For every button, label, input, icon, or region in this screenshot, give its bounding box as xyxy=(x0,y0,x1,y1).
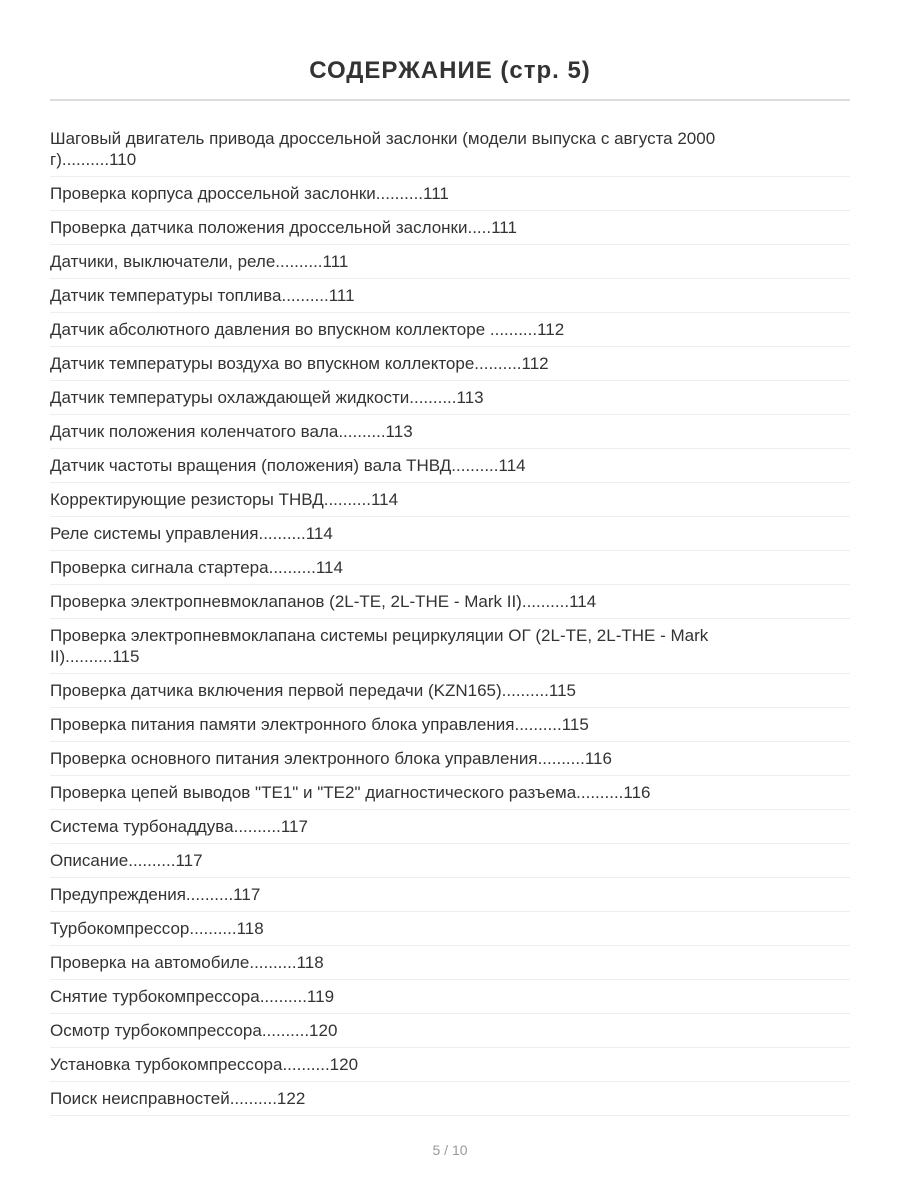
toc-item-text: Снятие турбокомпрессора..........119 xyxy=(50,987,335,1006)
toc-item[interactable] xyxy=(50,449,850,483)
toc-item-text: Датчики, выключатели, реле..........111 xyxy=(50,252,349,271)
toc-item-text: Шаговый двигатель привода дроссельной заслонки (модели выпуска с августа 2000 г)..........110 xyxy=(50,129,716,169)
toc-list xyxy=(50,122,850,1116)
toc-item[interactable] xyxy=(50,585,850,619)
toc-item-text: Корректирующие резисторы ТНВД..........114 xyxy=(50,490,399,509)
toc-item[interactable] xyxy=(50,381,850,415)
toc-item[interactable] xyxy=(50,313,850,347)
toc-item-text: Реле системы управления..........114 xyxy=(50,524,333,543)
toc-item[interactable] xyxy=(50,1014,850,1048)
toc-item[interactable] xyxy=(50,708,850,742)
toc-item-text: Установка турбокомпрессора..........120 xyxy=(50,1055,359,1074)
toc-item[interactable] xyxy=(50,551,850,585)
toc-item-text: Проверка датчика положения дроссельной заслонки.....111 xyxy=(50,218,517,237)
toc-item[interactable] xyxy=(50,810,850,844)
toc-item-text: Датчик температуры воздуха во впускном коллекторе..........112 xyxy=(50,354,549,373)
toc-item[interactable] xyxy=(50,1082,850,1116)
page-title: СОДЕРЖАНИЕ (стр. 5) xyxy=(309,57,591,85)
toc-item-text: Датчик температуры топлива..........111 xyxy=(50,286,355,305)
toc-item[interactable] xyxy=(50,912,850,946)
toc-item[interactable] xyxy=(50,619,850,674)
toc-item-text: Проверка цепей выводов "TE1" и "TE2" диагностического разъема..........116 xyxy=(50,783,651,802)
toc-item[interactable] xyxy=(50,776,850,810)
toc-item[interactable] xyxy=(50,742,850,776)
toc-item[interactable] xyxy=(50,483,850,517)
toc-item[interactable] xyxy=(50,878,850,912)
toc-item-text: Турбокомпрессор..........118 xyxy=(50,919,264,938)
toc-item-text: Проверка корпуса дроссельной заслонки..........111 xyxy=(50,184,449,203)
toc-item[interactable] xyxy=(50,946,850,980)
page-indicator: 5 / 10 xyxy=(432,1142,468,1158)
toc-item[interactable] xyxy=(50,245,850,279)
toc-item-text: Проверка сигнала стартера..........114 xyxy=(50,558,343,577)
toc-item[interactable] xyxy=(50,122,850,177)
toc-item-text: Проверка питания памяти электронного блока управления..........115 xyxy=(50,715,589,734)
toc-item-text: Проверка электропневмоклапана системы рециркуляции ОГ (2L-TE, 2L-THE - Mark II)..........115 xyxy=(50,626,709,666)
title-divider xyxy=(50,99,850,101)
toc-item[interactable] xyxy=(50,415,850,449)
toc-item[interactable] xyxy=(50,844,850,878)
toc-item[interactable] xyxy=(50,177,850,211)
toc-item-text: Проверка основного питания электронного блока управления..........116 xyxy=(50,749,612,768)
toc-item[interactable] xyxy=(50,1048,850,1082)
toc-item-text: Осмотр турбокомпрессора..........120 xyxy=(50,1021,338,1040)
toc-item-text: Предупреждения..........117 xyxy=(50,885,261,904)
toc-item[interactable] xyxy=(50,279,850,313)
toc-item[interactable] xyxy=(50,517,850,551)
toc-item-text: Проверка электропневмоклапанов (2L-TE, 2L-THE - Mark II)..........114 xyxy=(50,592,597,611)
toc-item[interactable] xyxy=(50,347,850,381)
toc-item[interactable] xyxy=(50,674,850,708)
toc-item-text: Проверка датчика включения первой передачи (KZN165)..........115 xyxy=(50,681,576,700)
toc-item-text: Датчик температуры охлаждающей жидкости..........113 xyxy=(50,388,484,407)
toc-item-text: Датчик частоты вращения (положения) вала ТНВД..........114 xyxy=(50,456,526,475)
toc-item-text: Проверка на автомобиле..........118 xyxy=(50,953,324,972)
toc-item[interactable] xyxy=(50,211,850,245)
toc-item-text: Датчик положения коленчатого вала..........113 xyxy=(50,422,413,441)
toc-item-text: Описание..........117 xyxy=(50,851,203,870)
toc-item-text: Система турбонаддува..........117 xyxy=(50,817,308,836)
toc-item-text: Датчик абсолютного давления во впускном коллекторе ..........112 xyxy=(50,320,565,339)
toc-item-text: Поиск неисправностей..........122 xyxy=(50,1089,306,1108)
toc-item[interactable] xyxy=(50,980,850,1014)
